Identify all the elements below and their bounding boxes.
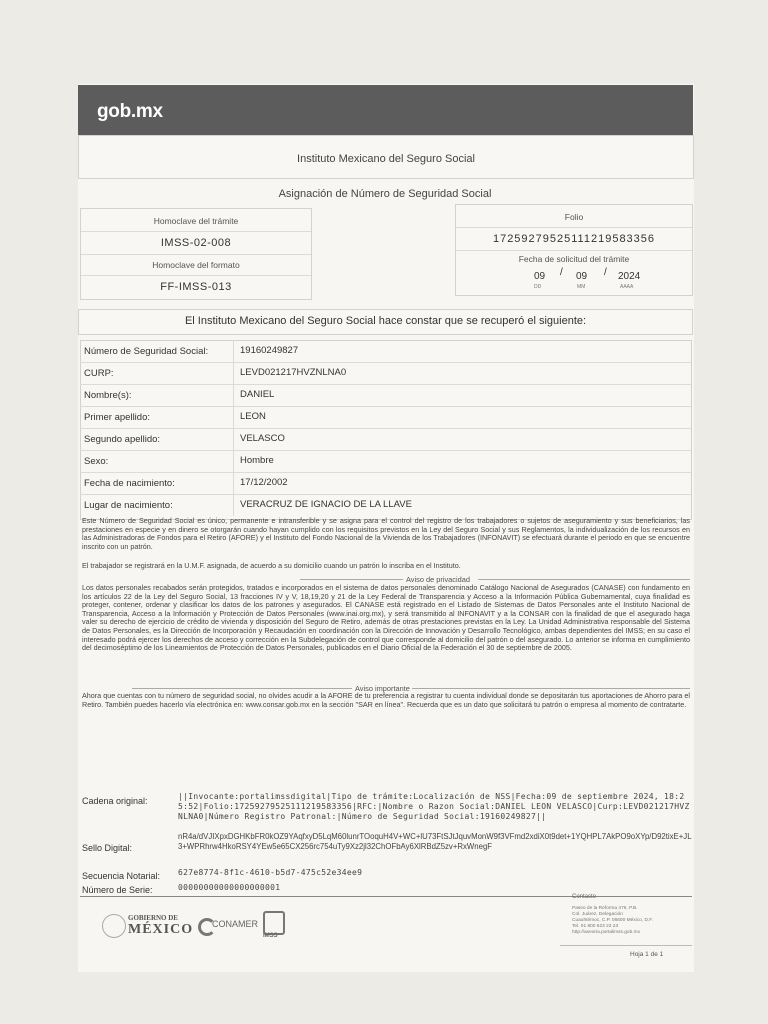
sello-label: Sello Digital:: [82, 843, 133, 853]
serie-value: 00000000000000000001: [178, 883, 281, 892]
folio-label: Folio: [564, 212, 584, 222]
sello-value: nR4a/dVJIXpxDGHKbFR0kOZ9YAqfxyD5LqM60lunrTOoquH4V+WC+lU73FtSJtJquvMonW9f3VFmd2xdiX0t9det+1YQHPL7AkPO9oXYp/D92tixE+JL3+WPRhrw4HkoRSY4YEw5e65CX256rc754uTy9Xz2jl32ChOFbAy6XlRBdZ5zv+RxWnegF: [178, 832, 692, 851]
page-number: Hoja 1 de 1: [630, 951, 664, 958]
imss-label: IMSS: [263, 933, 278, 939]
imss-logo-icon: [263, 911, 285, 935]
contact-link[interactable]: http://aseoria.portalimss.gob.mx: [572, 930, 640, 935]
fecha-sep-2: /: [604, 267, 607, 278]
field-row: CURP: LEVD021217HVZNLNA0: [80, 362, 691, 385]
mm-label: MM: [577, 284, 586, 290]
privacy-text: Los datos personales recabados serán protegidos, tratados e incorporados en el sistema de datos personales denominado Catálogo Nacional de Asegurados (CANASE) con fundamento en los artículos 22 de la Ley del Seguro Social, 13 fracciones IV y V, 18,19,20 y 21 de la Ley Federal de Transparencia y Acceso a la Información Pública Gubernamental, cuya finalidad es proteger, contener, ordenar y clasificar los datos de los patrones y asegurados. El CANASE está registrado en el Listado de Sistemas de Datos Personales ante el Instituto Nacional de Transparencia, Acceso a la Información y Protección de Datos Personales (www.inai.org.mx), y será transmitido al INFONAVIT y a la CONSAR con la finalidad de que el asegurado haga valer su derecho de ejercicio de crédito de vivienda y disposición del Seguro de Retiro, además de otras prestaciones previstas en la Ley. La Unidad Administrativa responsable del Sistema de Datos Personales, es la Dirección de Incorporación y Recaudación en coordinación con la Dirección de Innovación y Desarrollo Tecnológico, ambas dependientes del IMSS; en su caso el interesado podrá ejercer los derechos de acceso y corrección en la Subdelegación de control que corresponde al domicilio del patrón o del asegurado. Lo anterior se informa en cumplimiento del decimoséptimo de los Lineamientos de Protección de Datos Personales, publicados en el Diario Oficial de la Federación el 30 de septiembre de 2005.: [82, 584, 690, 653]
contact-line: Tel. 01 800 623 23 23: [572, 924, 619, 929]
homoclave-formato-value: FF-IMSS-013: [160, 281, 232, 293]
folio-value: 1725927952511121958335​6: [492, 233, 656, 245]
homoclave-formato-label: Homoclave del formato: [152, 260, 240, 270]
homoclave-tramite-label: Homoclave del trámite: [153, 216, 239, 226]
homoclave-tramite-value: IMSS-02-008: [160, 237, 232, 249]
gobierno-line2: MÉXICO: [128, 922, 194, 937]
aaaa-label: AAAA: [620, 284, 634, 290]
dd-label: DD: [534, 284, 542, 290]
eagle-seal-icon: [102, 914, 126, 938]
gobierno-line1: GOBIERNO DE: [128, 914, 178, 922]
field-row: Nombre(s): DANIEL: [80, 384, 691, 407]
document-title: Asignación de Número de Seguridad Social: [278, 188, 492, 200]
tramite-box: [80, 208, 312, 300]
secuencia-label: Secuencia Notarial:: [82, 871, 161, 881]
fecha-label: Fecha de solicitud del trámite: [518, 254, 630, 264]
contact-title: Contacto: [572, 894, 597, 900]
legal-text-2: El trabajador se registrará en la U.M.F. asignada, de acuerdo a su domicilio cuando un patrón lo inscriba en el Instituto.: [82, 561, 461, 570]
institution-name: Instituto Mexicano del Seguro Social: [297, 153, 475, 165]
serie-label: Número de Serie:: [82, 885, 153, 895]
constancia-title: El Instituto Mexicano del Seguro Social hace constar que se recuperó el siguiente:: [184, 315, 587, 327]
institution-box: [78, 135, 694, 179]
important-label: Aviso importante: [355, 684, 410, 693]
constancia-box: [78, 309, 693, 335]
field-row: Lugar de nacimiento: VERACRUZ DE IGNACIO DE LA LLAVE: [80, 494, 691, 516]
contact-line: Cuauhtémoc, C.P. 06600 México, D.F.: [572, 918, 653, 923]
gobmx-logo: gob.mx: [97, 101, 163, 122]
contact-line: Paseo de la Reforma 476, P.B.: [572, 906, 638, 911]
fecha-sep-1: /: [560, 267, 563, 278]
conamer-label: CONAMER: [212, 919, 259, 929]
secuencia-value: 627e8774-8f1c-4610-b5d7-475c52e34ee9: [178, 868, 363, 877]
field-row: Segundo apellido: VELASCO: [80, 428, 691, 451]
fecha-aaaa: 2024: [618, 271, 641, 282]
folio-box: [455, 204, 693, 296]
privacy-label: Aviso de privacidad: [406, 575, 470, 584]
field-row: Sexo: Hombre: [80, 450, 691, 473]
legal-text-1: Este Número de Seguridad Social es único, permanente e intransferible y se asigna para el control del registro de los trabajadores o sujetos de aseguramiento y sus beneficiarios, las prestaciones en especie y en dinero se otorgarán cuando hayan cumplido con los requisitos previstos en la Ley del Seguro Social y sus Reglamentos, la individualización de los recursos en las Administradoras de Fondos para el Retiro (AFORE) y el Instituto del Fondo Nacional de la Vivienda de los Trabajadores (INFONAVIT) se efectuará durante el periodo en que se encuentre inscrito con un patrón.: [82, 517, 690, 551]
cadena-value: ||Invocante:portalimssdigital|Tipo de trámite:Localización de NSS|Fecha:09 de septiembre 2024, 18:25:52|Folio:17259279525111219583356|RFC:|Nombre o Razon Social:DANIEL LEON VELASCO|Curp:LEVD021217HVZNLNA0|Número Registro Patronal:|Número de Seguridad Social:19160249827||: [178, 792, 690, 821]
field-row: Número de Seguridad Social: 19160249827: [80, 340, 691, 363]
field-row: Fecha de nacimiento: 17/12/2002: [80, 472, 691, 495]
fecha-dd: 09: [534, 271, 546, 282]
field-row: Primer apellido: LEON: [80, 406, 691, 429]
important-text: Ahora que cuentas con tu número de seguridad social, no olvides acudir a la AFORE de tu preferencia a registrar tu cuenta individual donde se depositarán tus aportaciones de Ahorro para el Retiro. También puedes hacerlo vía electrónica en: www.consar.gob.mx en la sección "SAR en línea". Recuerda que es un dato que solicitará tu patrón o empresa al momento de contratarte.: [82, 692, 690, 709]
header-bar: [78, 85, 693, 135]
contact-line: Col. Juárez, Delegación: [572, 912, 623, 917]
fecha-mm: 09: [576, 271, 588, 282]
cadena-label: Cadena original:: [82, 796, 148, 806]
